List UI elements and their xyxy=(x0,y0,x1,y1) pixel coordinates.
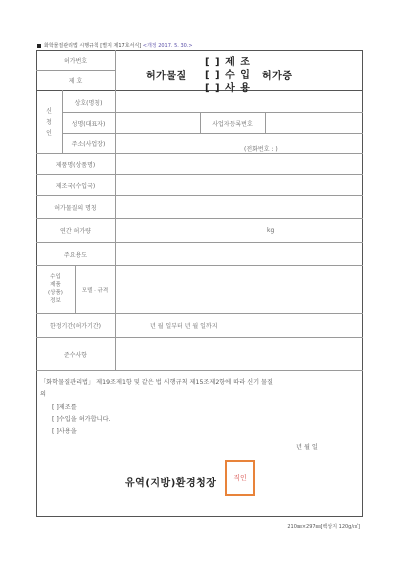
company-name-label: 상호(명칭) xyxy=(74,100,103,107)
divider xyxy=(115,90,116,370)
applicant-label-3: 인 xyxy=(46,130,52,137)
divider xyxy=(36,195,363,196)
product-name-label: 제품명(상품명) xyxy=(55,162,96,169)
model-spec-label: 모델 · 규격 xyxy=(81,288,109,294)
import-info-label-3: (상품) xyxy=(48,290,63,296)
representative-label: 성명(대표자) xyxy=(71,121,106,128)
statement-option-use: [ ]사용을 xyxy=(52,428,77,435)
divider xyxy=(36,337,363,338)
form-header xyxy=(37,42,193,49)
address-label: 주소(사업장) xyxy=(71,141,106,148)
paper-size-note: 210㎜×297㎜[백상지 120g/㎡] xyxy=(287,524,360,530)
law-reference: 화학물질관리법 시행규칙 [별지 제17호서식] xyxy=(44,43,142,49)
statement-line-2: 의 xyxy=(40,391,46,398)
divider xyxy=(115,50,116,90)
unit-kg: kg xyxy=(267,227,275,234)
issue-date: 년 월 일 xyxy=(296,444,318,451)
official-seal-stamp xyxy=(225,460,255,496)
period-value: 년 월 일부터 년 월 일까지 xyxy=(150,323,218,330)
option-use: [ ] 사 용 xyxy=(205,83,251,94)
revision-note: <개정 2017. 5. 30.> xyxy=(142,43,193,49)
product-number-label: 제 호 xyxy=(68,78,83,85)
permit-number-label: 허가번호 xyxy=(63,58,88,65)
statement-option-manufacture: [ ]제조를 xyxy=(52,404,77,411)
applicant-label-2: 청 xyxy=(46,119,52,126)
annual-amount-label: 연간 허가량 xyxy=(60,228,91,235)
form-title-substance: 허가물질 xyxy=(146,71,187,82)
phone-label: (전화번호 : ) xyxy=(244,146,278,153)
option-import: [ ] 수 입 xyxy=(205,70,251,81)
import-info-label-1: 수입 xyxy=(50,274,61,280)
divider xyxy=(36,174,363,175)
conditions-label: 준수사항 xyxy=(63,352,88,359)
statement-option-import: [ ]수입을 허가합니다. xyxy=(52,416,111,423)
origin-country-label: 제조국(수입국) xyxy=(55,183,96,190)
bullet-square-icon xyxy=(37,44,41,48)
substance-name-label: 허가물질의 명칭 xyxy=(54,205,97,212)
divider xyxy=(36,265,363,266)
divider xyxy=(36,70,115,71)
divider xyxy=(36,218,363,219)
statement-line-1: 「화학물질관리법」 제19조제1항 및 같은 법 시행규칙 제15조제2항에 따라 신기 물질 xyxy=(40,379,274,386)
main-use-label: 주요용도 xyxy=(63,252,88,259)
divider xyxy=(36,313,363,314)
divider xyxy=(265,112,266,133)
seal-label: 직인 xyxy=(233,474,247,482)
business-registration-label: 사업자등록번호 xyxy=(212,121,253,128)
divider xyxy=(36,370,363,371)
option-manufacture: [ ] 제 조 xyxy=(205,57,251,68)
issuing-authority: 유역(지방)환경청장 xyxy=(125,478,217,489)
divider xyxy=(36,90,363,91)
divider xyxy=(62,133,363,134)
divider xyxy=(36,242,363,243)
import-info-label-2: 제품 xyxy=(50,282,61,288)
form-title-permit: 허가증 xyxy=(262,71,293,82)
divider xyxy=(36,153,363,154)
import-info-label-4: 정보 xyxy=(50,298,61,304)
period-label: 한정기간(허가기간) xyxy=(49,323,102,330)
applicant-label-1: 신 xyxy=(46,108,52,115)
divider xyxy=(62,112,363,113)
